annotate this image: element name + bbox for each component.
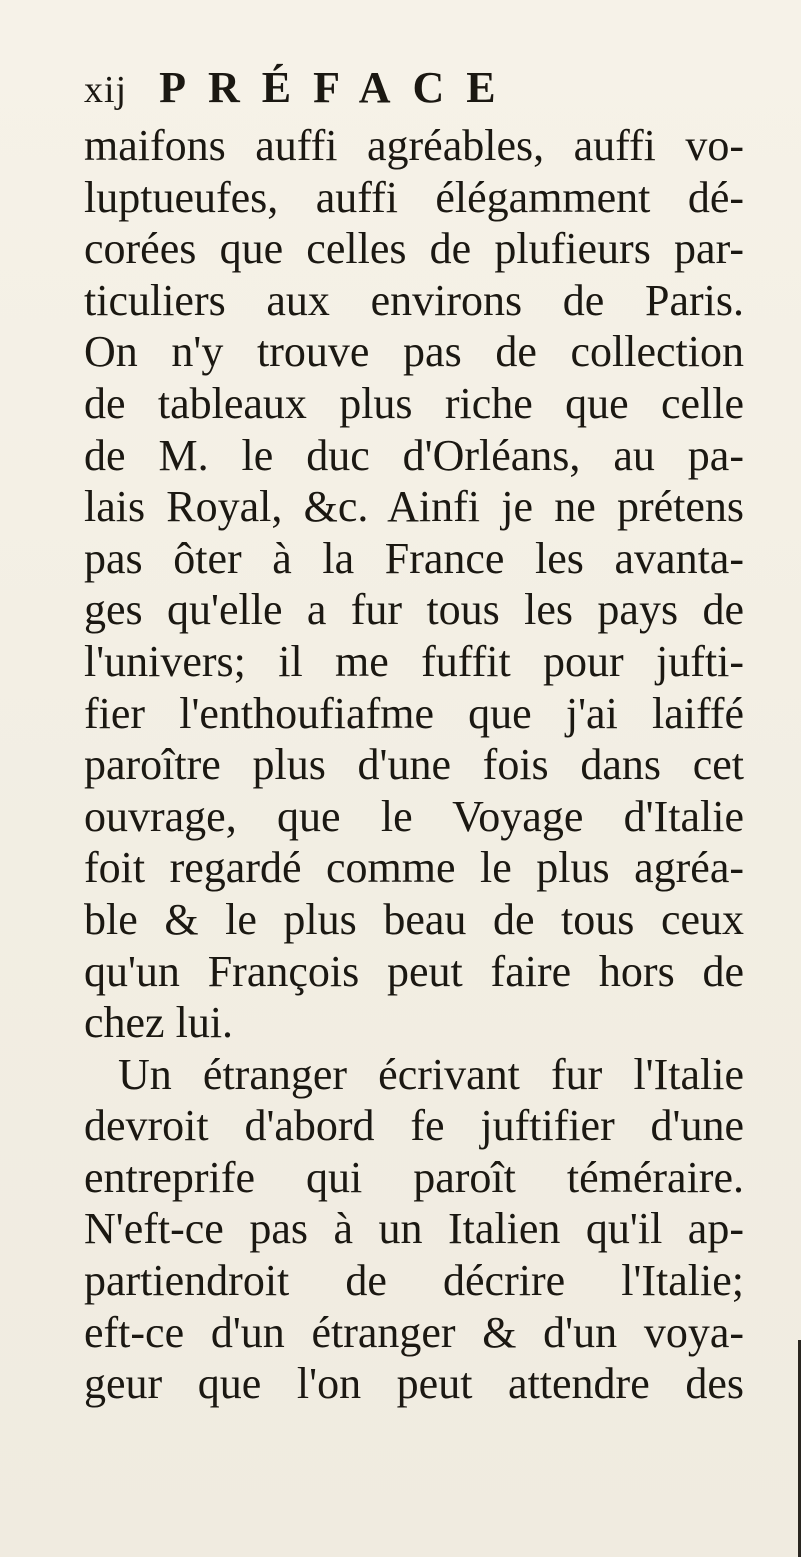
text-line: fier l'enthoufiafme que j'ai laiffé (84, 688, 744, 738)
text-line: N'eft-ce pas à un Italien qu'il ap- (84, 1204, 744, 1254)
text-line: luptueufes, auffi élégamment dé- (84, 172, 744, 222)
text-line: geur que l'on peut attendre des (84, 1359, 744, 1409)
text-line: de tableaux plus riche que celle (84, 378, 744, 428)
text-line: pas ôter à la France les avanta- (84, 533, 744, 583)
text-line: ges qu'elle a fur tous les pays de (84, 585, 744, 635)
text-line: corées que celles de plufieurs par- (84, 224, 744, 274)
text-line: partiendroit de décrire l'Italie; (84, 1256, 744, 1306)
page-number: xij (84, 69, 128, 111)
text-line: l'univers; il me fuffit pour jufti- (84, 636, 744, 686)
text-line: On n'y trouve pas de collection (84, 327, 744, 377)
text-line: maifons auffi agréables, auffi vo- (84, 121, 744, 170)
text-line: paroître plus d'une fois dans cet (84, 740, 744, 790)
page-header (84, 62, 724, 122)
text-line: ticuliers aux environs de Paris. (84, 275, 744, 325)
text-line: de M. le duc d'Orléans, au pa- (84, 430, 744, 480)
text-line: ble & le plus beau de tous ceux (84, 894, 744, 944)
paragraph-start-line: Un étranger écrivant fur l'Italie (118, 1049, 744, 1099)
text-line: qu'un François peut faire hors de (84, 946, 744, 996)
text-line: ouvrage, que le Voyage d'Italie (84, 791, 744, 841)
running-title: PRÉFACE (159, 63, 518, 112)
text-line: eft-ce d'un étranger & d'un voya- (84, 1307, 744, 1357)
text-line: devroit d'abord fe juftifier d'une (84, 1101, 744, 1151)
paragraph-end-line: chez lui. (84, 998, 234, 1048)
text-line: foit regardé comme le plus agréa- (84, 843, 744, 893)
text-line: entreprife qui paroît téméraire. (84, 1152, 744, 1202)
text-line: lais Royal, &c. Ainfi je ne prétens (84, 482, 744, 532)
body-text (84, 120, 744, 1410)
